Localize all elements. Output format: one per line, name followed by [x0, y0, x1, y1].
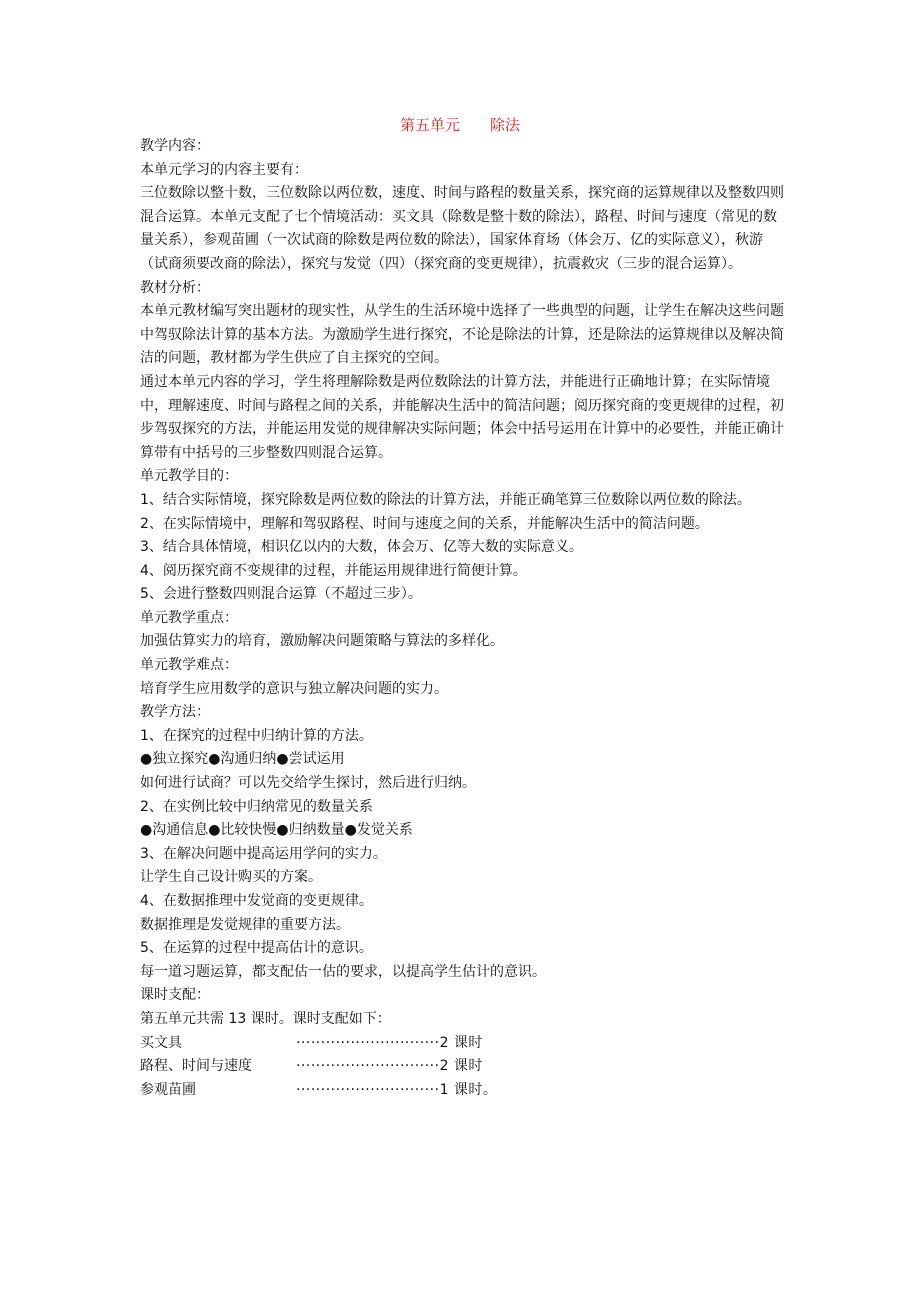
document-body — [140, 135, 790, 1102]
method-line: 2、在实例比较中归纳常见的数量关系 — [140, 798, 373, 815]
paragraph: 通过本单元内容的学习，学生将理解除数是两位数除法的计算方法，并能进行正确地计算；在实际情境中，理解速度、时间与路程之间的关系，并能解决生活中的简洁问题；阅历探究商的变更规律的过程，初步驾驭探究的方法，并能运用发觉的规律解决实际问题；体会中括号运用在计算中的必要性，并能正确计算带有中括号的三步整数四则混合运算。 — [140, 373, 784, 461]
method-line: 5、在运算的过程中提高估计的意识。 — [140, 940, 373, 957]
section-heading-schedule: 课时支配： — [140, 987, 210, 1004]
paragraph: 第五单元共需 13 课时。课时支配如下： — [140, 1010, 391, 1027]
section-heading-teaching-content: 教学内容： — [140, 138, 210, 154]
schedule-lesson-name: 路程、时间与速度 — [140, 1058, 252, 1075]
objective-item: 5、会进行整数四则混合运算（不超过三步）。 — [140, 586, 422, 603]
schedule-leader-dots: ·····························1 课时。 — [296, 1081, 498, 1098]
schedule-lesson-name: 参观苗圃 — [140, 1081, 196, 1098]
paragraph: 三位数除以整十数，三位数除以两位数，速度、时间与路程的数量关系，探究商的运算规律以及整数四则混合运算。本单元支配了七个情境活动：买文具（除数是整十数的除法），路程、时间与速度（常见的数量关系），参观苗圃（一次试商的除数是两位数的除法），国家体育场（体会万、亿的实际意义），秋游（试商须要改商的除法），探究与发觉（四）（探究商的变更规律），抗震救灾（三步的混合运算）。 — [140, 185, 784, 272]
method-line: 数据推理是发觉规律的重要方法。 — [140, 916, 350, 933]
section-heading-methods: 教学方法： — [140, 704, 210, 721]
schedule-row — [140, 1079, 790, 1103]
method-line: 让学生自己设计购买的方案。 — [140, 869, 322, 886]
paragraph: 本单元教材编写突出题材的现实性，从学生的生活环境中选择了一些典型的问题，让学生在解决这些问题中驾驭除法计算的基本方法。为激励学生进行探究，不论是除法的计算，还是除法的运算规律以及解决简洁的问题，教材都为学生供应了自主探究的空间。 — [140, 303, 784, 367]
paragraph: 本单元学习的内容主要有： — [140, 161, 308, 178]
method-line: 如何进行试商？可以先交给学生探讨，然后进行归纳。 — [140, 775, 476, 792]
method-line: 3、在解决问题中提高运用学问的实力。 — [140, 845, 387, 862]
objective-item: 1、结合实际情境，探究除数是两位数的除法的计算方法，并能正确笔算三位数除以两位数的除法。 — [140, 491, 751, 508]
schedule-lesson-name: 买文具 — [140, 1034, 182, 1051]
schedule-hours: 2 课时 — [439, 1034, 483, 1051]
method-line: ●沟通信息●比较快慢●归纳数量●发觉关系 — [140, 822, 413, 839]
schedule-row — [140, 1055, 790, 1079]
section-heading-objectives: 单元教学目的： — [140, 468, 238, 485]
method-line: ●独立探究●沟通归纳●尝试运用 — [140, 751, 345, 768]
schedule-row — [140, 1032, 790, 1056]
paragraph: 加强估算实力的培育，激励解决问题策略与算法的多样化。 — [140, 633, 504, 650]
schedule-hours: 2 课时 — [439, 1058, 483, 1075]
method-line: 每一道习题运算，都支配估一估的要求，以提高学生估计的意识。 — [140, 963, 546, 980]
section-heading-key-points: 单元教学重点： — [140, 609, 238, 626]
paragraph: 培育学生应用数学的意识与独立解决问题的实力。 — [140, 680, 448, 697]
method-line: 1、在探究的过程中归纳计算的方法。 — [140, 727, 373, 744]
schedule-leader-dots: ·····························2 课时 — [296, 1058, 483, 1075]
schedule-leader-dots: ·····························2 课时 — [296, 1034, 483, 1051]
section-heading-material-analysis: 教材分析： — [140, 279, 210, 296]
objective-item: 2、在实际情境中，理解和驾驭路程、时间与速度之间的关系，并能解决生活中的简洁问题。 — [140, 515, 709, 532]
method-line: 4、在数据推理中发觉商的变更规律。 — [140, 893, 373, 909]
section-heading-difficulties: 单元教学难点： — [140, 657, 238, 674]
schedule-hours: 1 课时。 — [439, 1081, 498, 1098]
document-title: 第五单元 除法 — [399, 116, 520, 134]
objective-item: 3、结合具体情境，相识亿以内的大数，体会万、亿等大数的实际意义。 — [140, 539, 583, 556]
objective-item: 4、阅历探究商不变规律的过程，并能运用规律进行简便计算。 — [140, 562, 527, 579]
